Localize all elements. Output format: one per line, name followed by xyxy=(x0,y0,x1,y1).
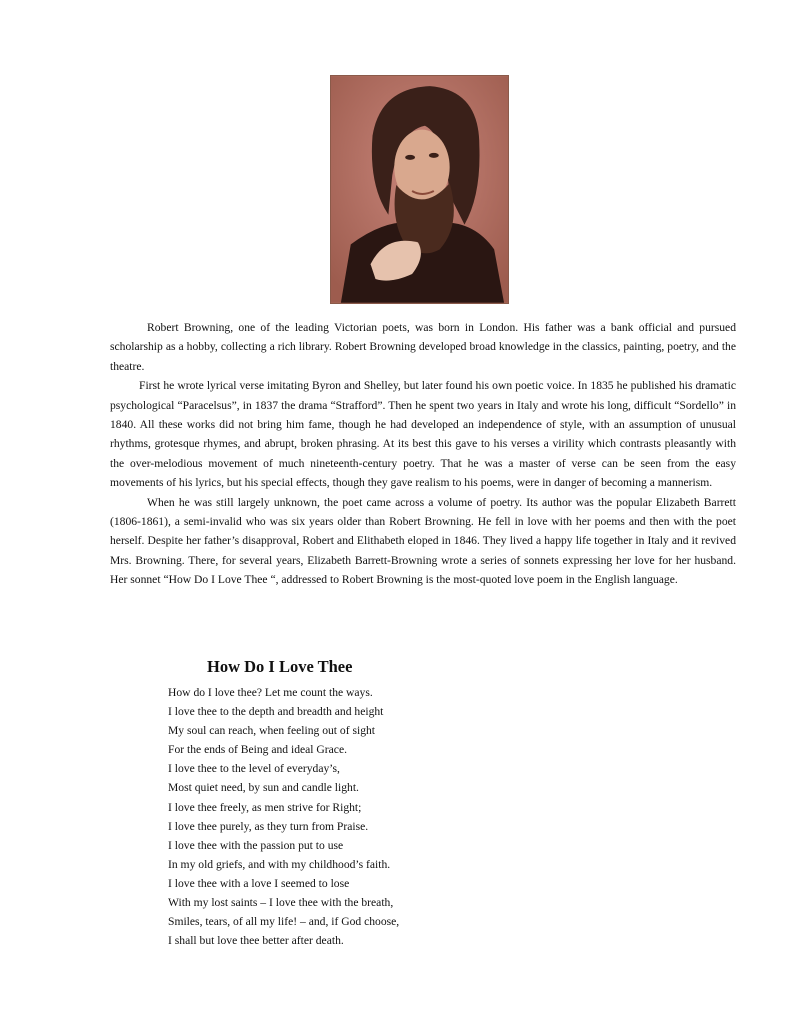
poem-line: I love thee purely, as they turn from Praise. xyxy=(168,819,369,833)
poem-line: I shall but love thee better after death. xyxy=(168,934,344,948)
poem-line: How do I love thee? Let me count the ways. xyxy=(168,686,373,699)
poem-line: With my lost saints – I love thee with the breath, xyxy=(168,896,394,910)
poem-title: How Do I Love Thee xyxy=(207,657,353,676)
poem-line: I love thee with a love I seemed to lose xyxy=(168,876,350,890)
poem-line: I love thee freely, as men strive for Right; xyxy=(168,800,362,814)
biography xyxy=(110,318,736,590)
poem-line: I love thee to the level of everyday’s, xyxy=(168,762,340,776)
biography-paragraph: When he was still largely unknown, the poet came across a volume of poetry. Its author was the popular Elizabeth Barrett (1806-1861), a semi-invalid who was six years older than Robert Browning. He fell in love with her poems and then with the poet herself. Despite her father’s disapproval, Robert and Elithabeth eloped in 1846. They lived a happy life together in Italy and it revived Mrs. Browning. There, for several years, Elizabeth Barrett-Browning wrote a series of sonnets expressing her love for her husband. Her sonnet “How Do I Love Thee “, addressed to Robert Browning is the most-quoted love poem in the English language. xyxy=(110,495,736,587)
poem-line: Most quiet need, by sun and candle light. xyxy=(168,781,359,795)
poem-line: In my old griefs, and with my childhood’s faith. xyxy=(168,857,391,871)
poem-line: Smiles, tears, of all my life! – and, if God choose, xyxy=(168,915,400,929)
author-portrait xyxy=(330,75,509,304)
portrait-of-robert-browning-icon xyxy=(331,76,508,303)
poem-line: For the ends of Being and ideal Grace. xyxy=(168,743,348,757)
poem-line: I love thee to the depth and breadth and height xyxy=(168,705,384,719)
poem-line: I love thee with the passion put to use xyxy=(168,838,344,852)
poem-lines xyxy=(168,683,399,950)
biography-paragraph: Robert Browning, one of the leading Victorian poets, was born in London. His father was a bank official and pursued scholarship as a hobby, collecting a rich library. Robert Browning developed broad knowledge in the classics, painting, poetry, and the theatre. xyxy=(110,321,736,373)
biography-paragraph: First he wrote lyrical verse imitating Byron and Shelley, but later found his own poetic voice. In 1835 he published his dramatic psychological “Paracelsus”, in 1837 the drama “Strafford”. Then he spent two years in Italy and wrote his long, difficult “Sordello” in 1840. All these works did not bring him fame, though he had developed an independence of style, with an assumption of unusual rhythms, grotesque rhymes, and abrupt, broken phrasing. At its best this gave to his verses a virility which contrasts pleasantly with the over-melodious movement of much nineteenth-century poetry. That he was a master of verse can be seen from the easy movements of his lyrics, but his special effects, though they gave realism to his poems, were in danger of becoming a mannerism. xyxy=(110,379,736,490)
poem-line: My soul can reach, when feeling out of sight xyxy=(168,724,376,738)
